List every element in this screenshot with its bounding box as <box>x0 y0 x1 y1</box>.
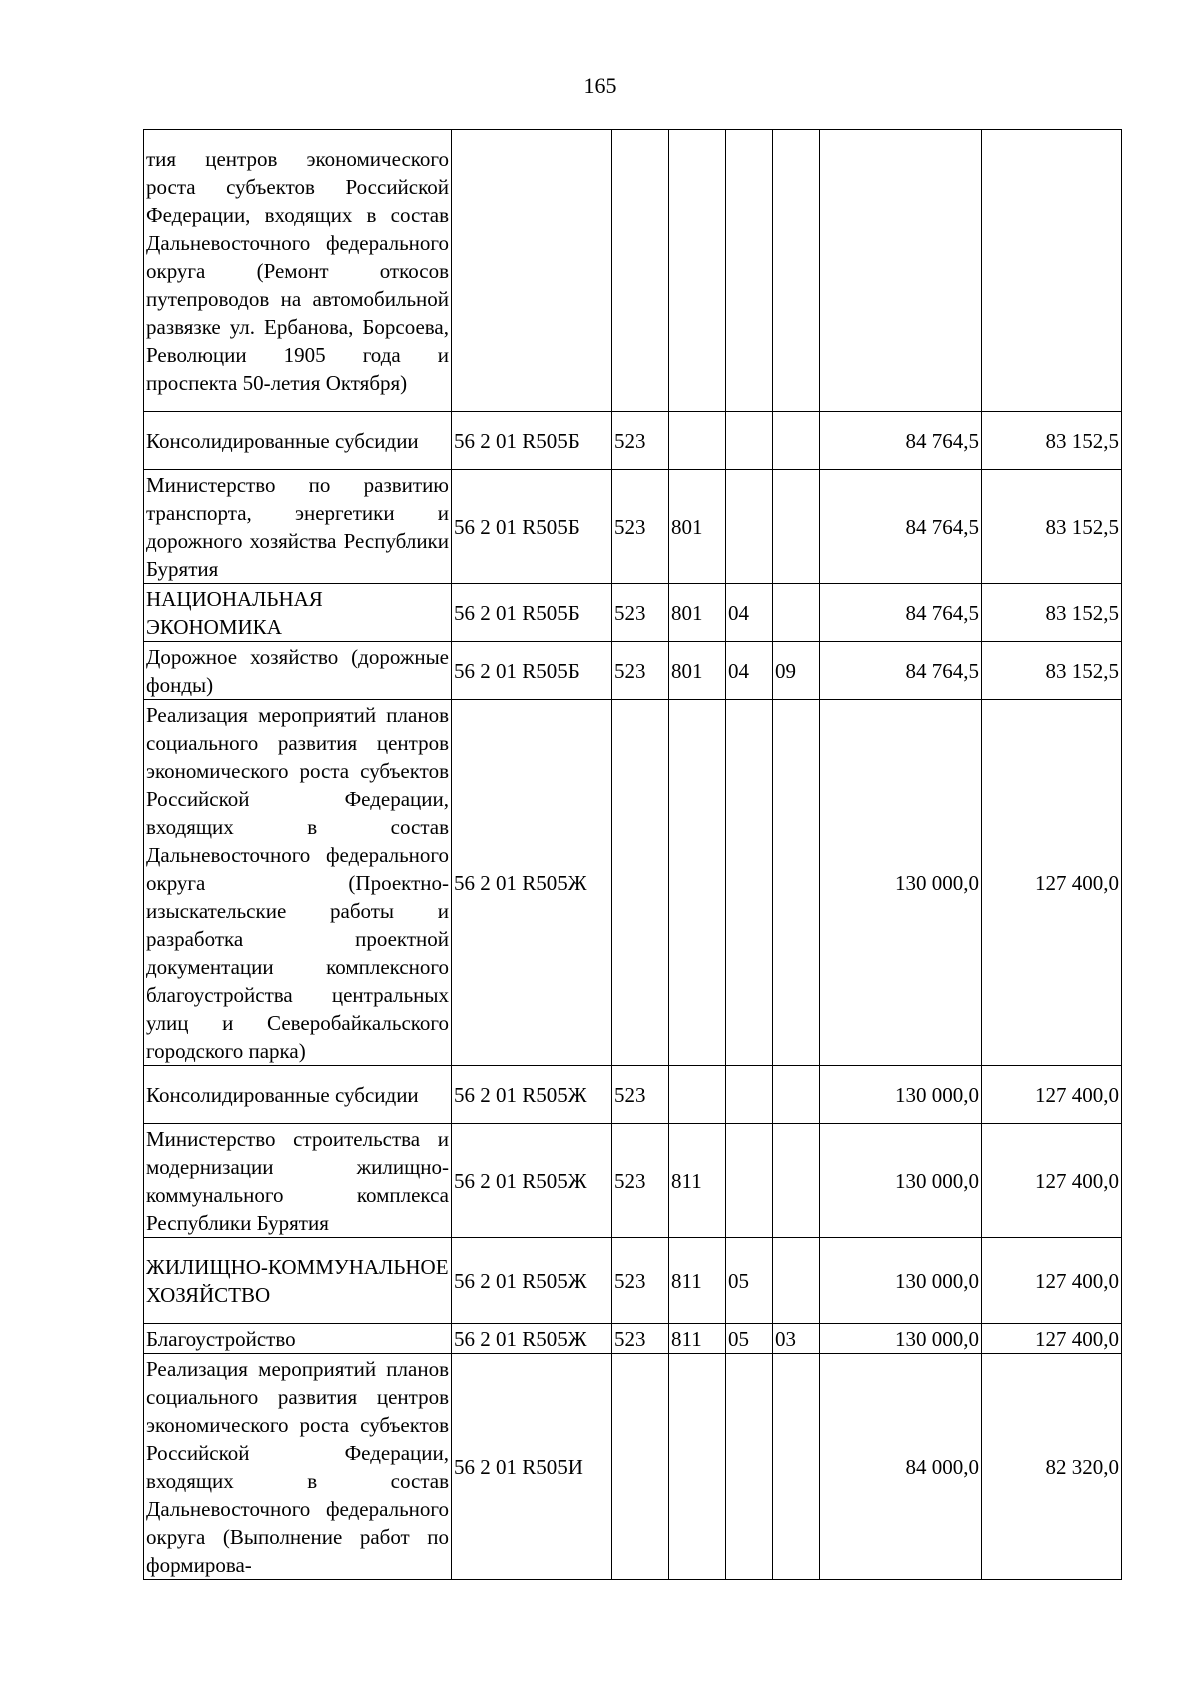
ministry-code <box>669 130 726 412</box>
row-description: ЖИЛИЩНО-КОММУНАЛЬНОЕ ХОЗЯЙСТВО <box>144 1238 452 1324</box>
ministry-code: 801 <box>669 584 726 642</box>
ministry-code: 801 <box>669 470 726 584</box>
amount-first <box>820 130 982 412</box>
amount-first: 130 000,0 <box>820 1238 982 1324</box>
amount-second: 83 152,5 <box>982 470 1122 584</box>
row-description: НАЦИОНАЛЬНАЯ ЭКОНОМИКА <box>144 584 452 642</box>
row-description: Благоустройство <box>144 1324 452 1354</box>
amount-first: 130 000,0 <box>820 700 982 1066</box>
target-article-code: 56 2 01 R505Б <box>452 642 612 700</box>
ministry-code <box>669 1354 726 1580</box>
ministry-code: 811 <box>669 1124 726 1238</box>
target-article-code <box>452 130 612 412</box>
section-code <box>726 1354 773 1580</box>
subsidy-code: 523 <box>612 1124 669 1238</box>
section-code <box>726 412 773 470</box>
subsidy-code: 523 <box>612 1238 669 1324</box>
target-article-code: 56 2 01 R505Ж <box>452 1238 612 1324</box>
subsection-code <box>773 700 820 1066</box>
subsidy-code <box>612 1354 669 1580</box>
section-code: 05 <box>726 1324 773 1354</box>
subsection-code <box>773 584 820 642</box>
section-code: 04 <box>726 642 773 700</box>
subsidy-code: 523 <box>612 412 669 470</box>
table-row <box>144 642 1122 700</box>
table-row <box>144 1066 1122 1124</box>
ministry-code <box>669 412 726 470</box>
amount-first: 130 000,0 <box>820 1066 982 1124</box>
target-article-code: 56 2 01 R505Ж <box>452 1324 612 1354</box>
amount-second: 83 152,5 <box>982 642 1122 700</box>
budget-table <box>143 129 1122 1580</box>
target-article-code: 56 2 01 R505Ж <box>452 700 612 1066</box>
subsection-code <box>773 1238 820 1324</box>
subsidy-code <box>612 130 669 412</box>
amount-second <box>982 130 1122 412</box>
row-description: Министерство по развитию транспорта, энергетики и дорожного хозяйства Республики Бурятия <box>144 470 452 584</box>
target-article-code: 56 2 01 R505Ж <box>452 1066 612 1124</box>
amount-second: 127 400,0 <box>982 1238 1122 1324</box>
target-article-code: 56 2 01 R505Б <box>452 470 612 584</box>
amount-second: 127 400,0 <box>982 1324 1122 1354</box>
ministry-code: 811 <box>669 1238 726 1324</box>
subsidy-code <box>612 700 669 1066</box>
table-row <box>144 700 1122 1066</box>
table-row <box>144 412 1122 470</box>
amount-first: 84 000,0 <box>820 1354 982 1580</box>
table-row <box>144 584 1122 642</box>
section-code: 04 <box>726 584 773 642</box>
table-row <box>144 470 1122 584</box>
amount-second: 83 152,5 <box>982 584 1122 642</box>
section-code <box>726 130 773 412</box>
table-row <box>144 1124 1122 1238</box>
amount-second: 82 320,0 <box>982 1354 1122 1580</box>
subsidy-code: 523 <box>612 1066 669 1124</box>
amount-second: 127 400,0 <box>982 700 1122 1066</box>
section-code <box>726 1124 773 1238</box>
target-article-code: 56 2 01 R505Б <box>452 412 612 470</box>
row-description: Консолидированные субсидии <box>144 1066 452 1124</box>
table-row <box>144 1238 1122 1324</box>
amount-second: 83 152,5 <box>982 412 1122 470</box>
amount-first: 84 764,5 <box>820 642 982 700</box>
amount-first: 130 000,0 <box>820 1124 982 1238</box>
amount-second: 127 400,0 <box>982 1124 1122 1238</box>
subsidy-code: 523 <box>612 584 669 642</box>
row-description: Консолидированные субсидии <box>144 412 452 470</box>
section-code: 05 <box>726 1238 773 1324</box>
subsection-code <box>773 1124 820 1238</box>
subsection-code: 09 <box>773 642 820 700</box>
target-article-code: 56 2 01 R505И <box>452 1354 612 1580</box>
amount-first: 84 764,5 <box>820 584 982 642</box>
subsection-code <box>773 1354 820 1580</box>
table-row <box>144 1324 1122 1354</box>
row-description: Дорожное хозяйство (дорожные фонды) <box>144 642 452 700</box>
row-description: тия центров экономического роста субъектов Российской Федерации, входящих в состав Дальневосточного федерального округа (Ремонт откосов путепроводов на автомобильной развязке ул. Ербанова, Борсоева, Революции 1905 года и проспекта 50-летия Октября) <box>144 130 452 412</box>
ministry-code: 801 <box>669 642 726 700</box>
section-code <box>726 700 773 1066</box>
subsidy-code: 523 <box>612 642 669 700</box>
target-article-code: 56 2 01 R505Б <box>452 584 612 642</box>
table-row <box>144 1354 1122 1580</box>
page-number: 165 <box>583 73 617 98</box>
table-row <box>144 130 1122 412</box>
row-description: Реализация мероприятий планов социального развития центров экономического роста субъектов Российской Федерации, входящих в состав Дальневосточного федерального округа (Проектно-изыскательские работы и разработка проектной документации комплексного благоустройства центральных улиц и Северобайкальского городского парка) <box>144 700 452 1066</box>
amount-first: 84 764,5 <box>820 412 982 470</box>
amount-second: 127 400,0 <box>982 1066 1122 1124</box>
section-code <box>726 1066 773 1124</box>
ministry-code: 811 <box>669 1324 726 1354</box>
subsidy-code: 523 <box>612 1324 669 1354</box>
amount-first: 84 764,5 <box>820 470 982 584</box>
section-code <box>726 470 773 584</box>
row-description: Реализация мероприятий планов социального развития центров экономического роста субъектов Российской Федерации, входящих в состав Дальневосточного федерального округа (Выполнение работ по формирова- <box>144 1354 452 1580</box>
target-article-code: 56 2 01 R505Ж <box>452 1124 612 1238</box>
ministry-code <box>669 1066 726 1124</box>
subsection-code: 03 <box>773 1324 820 1354</box>
subsection-code <box>773 1066 820 1124</box>
ministry-code <box>669 700 726 1066</box>
subsection-code <box>773 130 820 412</box>
subsidy-code: 523 <box>612 470 669 584</box>
amount-first: 130 000,0 <box>820 1324 982 1354</box>
subsection-code <box>773 412 820 470</box>
row-description: Министерство строительства и модернизации жилищно-коммунального комплекса Республики Бурятия <box>144 1124 452 1238</box>
subsection-code <box>773 470 820 584</box>
